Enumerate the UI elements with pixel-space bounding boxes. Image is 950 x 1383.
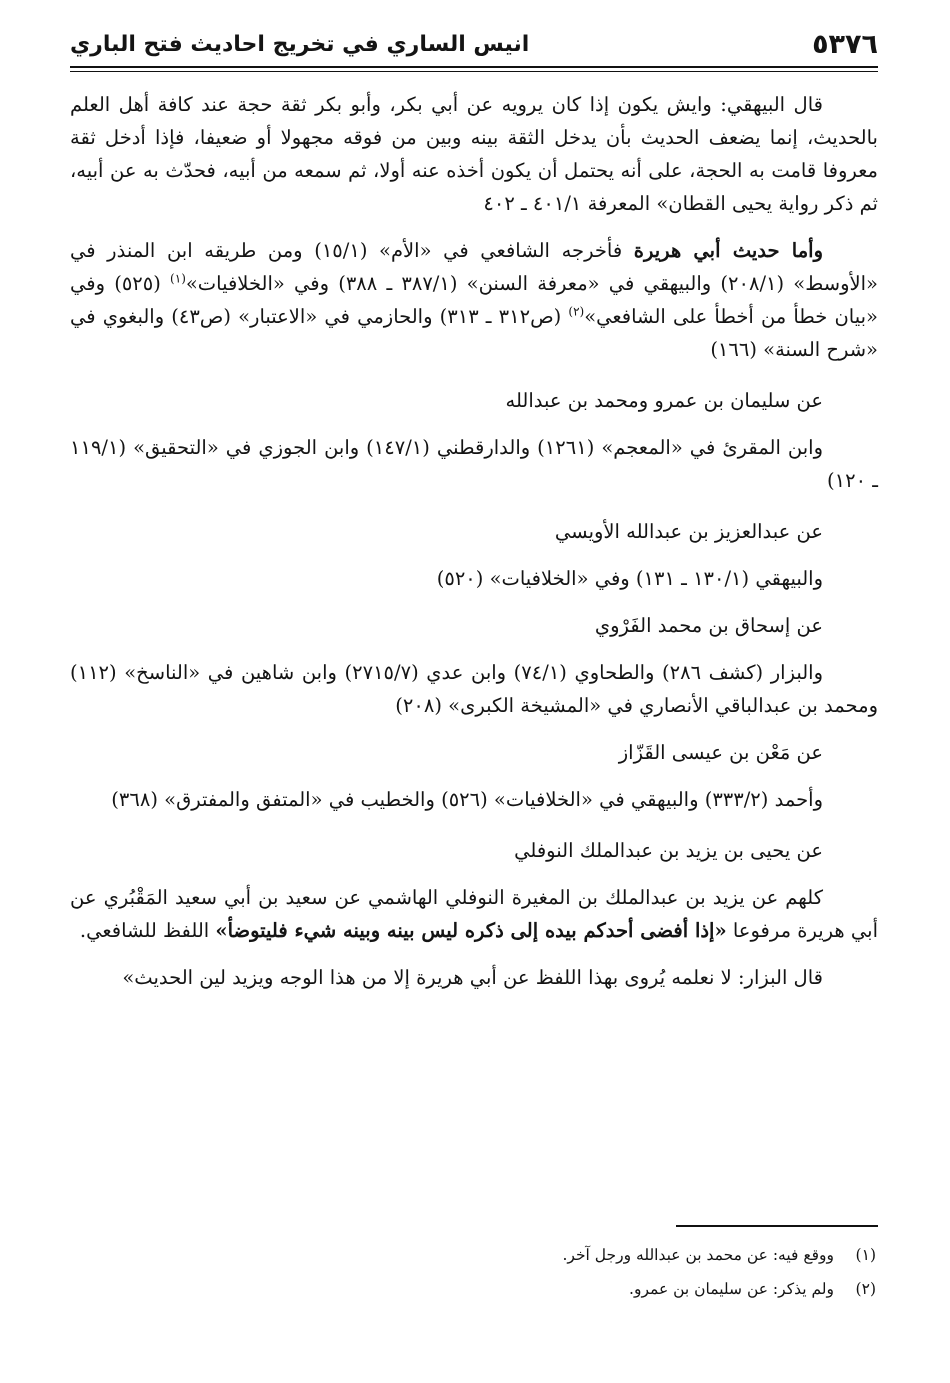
paragraph-text: والبزار (كشف ٢٨٦) والطحاوي (٧٤/١) وابن عدي (٢٧١٥/٧) وابن شاهين في «الناسخ» (١١٢) ومحمد بن عبدالباقي الأنصاري في «المشيخة الكبرى» (٢٠٨) (70, 661, 878, 717)
page-header (70, 22, 878, 66)
paragraph-text-cont: (ص٣١٢ ـ ٣١٣) والحازمي في «الاعتبار» (ص٤٣) والبغوي في «شرح السنة» (١٦٦) (70, 305, 878, 361)
footnote-ref-2: (٢) (568, 304, 585, 319)
bold-lead: وأما حديث أبي هريرة (633, 239, 824, 262)
paragraph-ahmad (70, 783, 878, 816)
paragraph-hadith-matn (70, 881, 878, 947)
paragraph-text: قال البيهقي: وايش يكون إذا كان يرويه عن أبي بكر، وأبو بكر ثقة حجة عند كافة أهل العلم بالحديث، إنما يضعف الحديث بأن يدخل الثقة بينه وبين من فوقه مجهولا أو ضعيفا، فإذا أدخل ثقة معروفا قامت به الحجة، على أنه يحتمل أن يكون أخذه عنه أولا، ثم سمعه من أبيه، فحدّث به عن أبيه، ثم ذكر رواية يحيى القطان» المعرفة ٤٠١/١ ـ ٤٠٢ (70, 93, 878, 215)
narrator-line (70, 736, 878, 769)
narrator-line (70, 515, 878, 548)
paragraph-bayhaqi-quote (70, 88, 878, 220)
paragraph-text: والبيهقي (١٣٠/١ ـ ١٣١) وفي «الخلافيات» (٥٢٠) (436, 567, 823, 590)
running-title: انيس الساري في تخريج احاديث فتح الباري (70, 31, 530, 57)
footnote-number: (١) (855, 1246, 876, 1264)
paragraph-text: عن عبدالعزيز بن عبدالله الأويسي (554, 520, 823, 543)
footnote-2 (70, 1272, 878, 1306)
narrator-line (70, 609, 878, 642)
header-rule-thin (70, 71, 878, 72)
footnote-text: ولم يذكر: عن سليمان بن عمرو. (629, 1280, 834, 1298)
narrator-line (70, 834, 878, 867)
paragraph-bazzar (70, 656, 878, 722)
paragraph-text: فأخرجه الشافعي في «الأم» (١٥/١) ومن طريقه ابن المنذر في «الأوسط» (٢٠٨/١) والبيهقي في «معرفة السنن» (٣٨٧/١ ـ ٣٨٨) وفي «الخلافيات» (70, 239, 878, 295)
page-number: ٥٣٧٦ (812, 28, 878, 60)
paragraph-bayhaqi-ref (70, 562, 878, 595)
paragraph-text: وابن المقرئ في «المعجم» (١٢٦١) والدارقطني (١٤٧/١) وابن الجوزي في «التحقيق» (١١٩/١ ـ ١٢٠) (70, 436, 878, 492)
paragraph-text: عن مَعْن بن عيسى القَزّاز (618, 741, 823, 764)
footnote-text: ووقع فيه: عن محمد بن عبدالله ورجل آخر. (562, 1246, 834, 1264)
paragraph-text-cont: اللفظ للشافعي. (79, 919, 216, 942)
main-text (70, 88, 878, 994)
narrator-line (70, 384, 878, 417)
footnote-ref-1: (١) (170, 271, 186, 286)
header-rule-thick (70, 66, 878, 68)
paragraph-text: عن إسحاق بن محمد الفَرْوي (594, 614, 823, 637)
paragraph-text: قال البزار: لا نعلمه يُروى بهذا اللفظ عن أبي هريرة إلا من هذا الوجه ويزيد لين الحديث» (122, 966, 823, 989)
paragraph-text: كلهم عن يزيد بن عبدالملك بن المغيرة النوفلي الهاشمي عن سعيد بن أبي سعيد المَقْبُري عن أبي هريرة مرفوعا (70, 886, 878, 942)
paragraph-abu-hurayra-takhrij (70, 234, 878, 366)
footnote-number: (٢) (855, 1280, 876, 1298)
footnotes (70, 1238, 878, 1306)
paragraph-text: وأحمد (٣٣٣/٢) والبيهقي في «الخلافيات» (٥٢٦) والخطيب في «المتفق والمفترق» (٣٦٨) (111, 788, 823, 811)
footnote-separator (676, 1225, 878, 1227)
paragraph-text-cont: (٥٢٥) وفي «بيان خطأ من أخطأ على الشافعي» (70, 272, 878, 328)
footnote-1 (70, 1238, 878, 1272)
paragraph-text: عن سليمان بن عمرو ومحمد بن عبدالله (505, 389, 823, 412)
paragraph-text: عن يحيى بن يزيد بن عبدالملك النوفلي (514, 839, 823, 862)
hadith-quote: «إذا أفضى أحدكم بيده إلى ذكره ليس بينه وبينه شيء فليتوضأ» (215, 919, 727, 942)
paragraph-ibn-muqri (70, 431, 878, 497)
paragraph-bazzar-comment (70, 961, 878, 994)
